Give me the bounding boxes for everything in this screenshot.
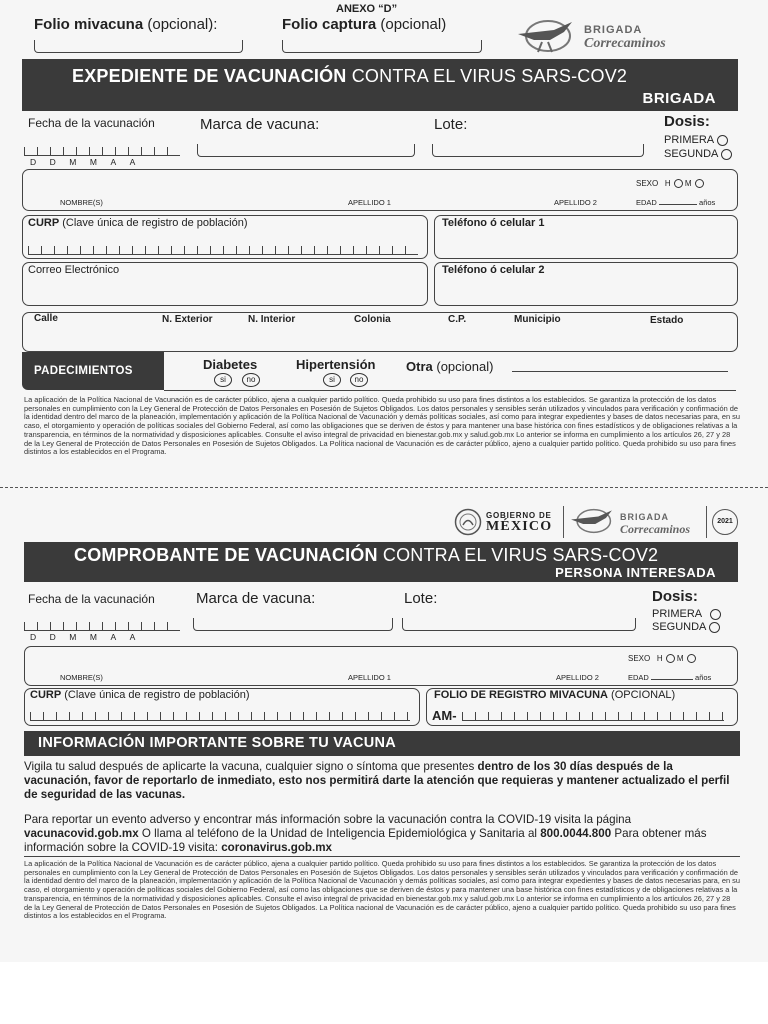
comprobante-banner <box>24 542 738 582</box>
dosis-segunda-option[interactable]: SEGUNDA <box>664 148 732 160</box>
vacunacovid-link[interactable]: vacunacovid.gob.mx <box>24 827 139 840</box>
am-prefix: AM- <box>432 708 457 723</box>
nombre-label-2: NOMBRE(S) <box>60 673 103 682</box>
expediente-banner <box>22 59 738 111</box>
nombre-label: NOMBRE(S) <box>60 198 103 207</box>
phone-number: 800.0044.800 <box>540 827 612 840</box>
lote-field[interactable] <box>432 144 644 157</box>
primera-radio-icon[interactable] <box>717 135 728 146</box>
dosis-primera-option-2[interactable]: PRIMERA <box>652 608 721 620</box>
diabetes-si-option[interactable]: si <box>214 373 232 387</box>
fecha-format: DDMMAA <box>30 157 149 167</box>
curp-field-2[interactable] <box>30 712 410 721</box>
marca-field-2[interactable] <box>193 618 393 631</box>
legal-text-expediente: La aplicación de la Política Nacional de Vacunación es de carácter público, ajena a cualquier partido político. Queda prohibido su uso para fines distintos a los establecidos. Se garantiza la protección de los datos personales en cumplimiento con la Ley General de Protección de Datos Personales en Posesión de Sujetos Obligados. Los datos personales y sensibles serán utilizados y vinculados para verificación y confirmación de la identidad dentro del marco de la planeación, implementación y aplicación de la Política Nacional de Vacunación y demás políticas sociales, así como para integrar expedientes y bases de datos necesarias para, en su caso, el otorgamiento y operación de políticas sociales del Gobierno Federal, así como las obligaciones que se deriven de éstos y para mantener una base histórica con fines estadísticos y de obligaciones relativas a la transparencia, en términos de la normatividad y disposiciones aplicables. Consulte el aviso integral de privacidad en bienestar.gob.mx y salud.gob.mx Lo anterior se informa en cumplimiento a los artículos 26, 27 y 28 de la Ley General de Protección de Datos Personales en Posesión de Sujetos Obligados. La Política nacional de Vacunación es de carácter público, ajeno a cualquier partido político. Queda prohibido su uso para fines distintos a los establecidos en el Programa. <box>24 395 740 457</box>
sexo-h-radio-icon[interactable] <box>674 179 683 188</box>
diabetes-no-option[interactable]: no <box>242 373 260 387</box>
sexo-label-2[interactable]: SEXO H M <box>628 654 696 663</box>
info-banner: INFORMACIÓN IMPORTANTE SOBRE TU VACUNA <box>24 731 740 756</box>
roadrunner-logo-icon <box>514 18 580 54</box>
sexo-h-radio-2-icon[interactable] <box>666 654 675 663</box>
folio-label: FOLIO DE REGISTRO MIVACUNA (OPCIONAL) <box>434 689 676 701</box>
marca-label-2: Marca de vacuna: <box>196 590 316 607</box>
apellido2-label-2: APELLIDO 2 <box>556 673 599 682</box>
tel2-label: Teléfono ó celular 2 <box>442 264 545 276</box>
n-interior-label: N. Interior <box>248 314 296 325</box>
fecha-field-2[interactable] <box>24 622 180 631</box>
dosis-label-2: Dosis: <box>652 588 698 605</box>
apellido1-label-2: APELLIDO 1 <box>348 673 391 682</box>
hipertension-label: Hipertensión <box>296 357 376 372</box>
folio-mivacuna-field[interactable] <box>34 40 243 53</box>
edad-label: EDAD años <box>636 198 716 207</box>
year-seal-icon: 2021 <box>712 509 738 535</box>
fecha-field[interactable] <box>24 147 180 156</box>
edad-label-2: EDAD años <box>628 673 712 682</box>
municipio-label: Municipio <box>514 314 561 325</box>
brand-bottom: Correcaminos <box>584 36 666 51</box>
gobierno-top: GOBIERNO DE <box>486 511 552 520</box>
curp-field[interactable] <box>28 246 418 255</box>
logo-divider-2 <box>706 506 707 538</box>
logo-divider <box>563 506 564 538</box>
legal-divider <box>24 856 740 857</box>
tel1-label: Teléfono ó celular 1 <box>442 217 545 229</box>
calle-label: Calle <box>34 313 58 324</box>
colonia-label: Colonia <box>354 314 391 325</box>
legal-text-comprobante: La aplicación de la Política Nacional de Vacunación es de carácter público, ajena a cualquier partido político. Queda prohibido su uso para fines distintos a los establecidos. Se garantiza la protección de los datos personales en cumplimiento con la Ley General de Protección de Datos Personales en Posesión de Sujetos Obligados. Los datos personales y sensibles serán utilizados y vinculados para verificación y confirmación de la identidad dentro del marco de la planeación, implementación y aplicación de la Política Nacional de Vacunación y demás políticas sociales, así como para integrar expedientes y bases de datos necesarias para, en su caso, el otorgamiento y operación de políticas sociales del Gobierno Federal, así como las obligaciones que se deriven de éstos y para mantener una base histórica con fines estadísticos y de obligaciones relativas a la transparencia, en términos de la normatividad y disposiciones aplicables. Consulte el aviso integral de privacidad en bienestar.gob.mx y salud.gob.mx Lo anterior se informa en cumplimiento a los artículos 26, 27 y 28 de la Ley General de Protección de Datos Personales en Posesión de Sujetos Obligados. La Política nacional de Vacunación es de carácter público, ajeno a cualquier partido político. Queda prohibido su uso para fines distintos a los establecidos en el Programa. <box>24 859 740 921</box>
estado-label: Estado <box>650 315 684 326</box>
brand-top-2: BRIGADA <box>620 512 669 522</box>
annex-label: ANEXO “D” <box>336 3 398 15</box>
sexo-label[interactable]: SEXO H M <box>636 179 704 188</box>
comprobante-subtitle: PERSONA INTERESADA <box>555 565 716 580</box>
n-exterior-label: N. Exterior <box>162 314 213 325</box>
primera-radio-2-icon[interactable] <box>710 609 721 620</box>
expediente-subtitle: BRIGADA <box>642 90 716 107</box>
sexo-m-radio-2-icon[interactable] <box>687 654 696 663</box>
expediente-title: EXPEDIENTE DE VACUNACIÓN CONTRA EL VIRUS SARS-COV2 <box>72 66 628 86</box>
lote-label-2: Lote: <box>404 590 438 607</box>
comprobante-title: COMPROBANTE DE VACUNACIÓN CONTRA EL VIRUS SARS-COV2 <box>74 545 659 565</box>
dosis-segunda-option-2[interactable]: SEGUNDA <box>652 621 720 633</box>
dosis-primera-option[interactable]: PRIMERA <box>664 134 728 146</box>
folio-captura-field[interactable] <box>282 40 482 53</box>
brand-bottom-2: Correcaminos <box>620 522 691 536</box>
hipertension-no-option[interactable]: no <box>350 373 368 387</box>
curp-label: CURP (Clave única de registro de población) <box>28 217 248 229</box>
cp-label: C.P. <box>448 314 467 325</box>
brand-top: BRIGADA <box>584 24 643 36</box>
gobierno-bottom: MÉXICO <box>486 519 553 534</box>
marca-label: Marca de vacuna: <box>200 116 320 133</box>
otra-label: Otra (opcional) <box>406 359 494 374</box>
apellido2-label: APELLIDO 2 <box>554 198 597 207</box>
folio-captura-label: Folio captura (opcional) <box>282 16 447 33</box>
roadrunner-logo-small-icon <box>568 505 618 537</box>
cut-line <box>0 487 768 488</box>
diabetes-label: Diabetes <box>203 357 258 372</box>
hipertension-si-option[interactable]: si <box>323 373 341 387</box>
padecimientos-banner: PADECIMIENTOS <box>22 352 164 390</box>
segunda-radio-icon[interactable] <box>721 149 732 160</box>
curp-label-2: CURP (Clave única de registro de población) <box>30 689 250 701</box>
otra-field[interactable] <box>512 371 728 372</box>
folio-mivacuna-label: Folio mivacuna (opcional): <box>34 16 218 33</box>
sexo-m-radio-icon[interactable] <box>695 179 704 188</box>
info-paragraph-2: Para reportar un evento adverso y encontrar más información sobre la vacunación contra la COVID-19 visita la página vacunacovid.gob.mx O llama al teléfono de la Unidad de Inteligencia Epidemiológica y Sanitaria al 800.0044.800 Para obtener más información sobre la COVID-19 visita: coronavirus.gob.mx <box>24 813 707 854</box>
lote-field-2[interactable] <box>402 618 636 631</box>
dosis-label: Dosis: <box>664 113 710 130</box>
apellido1-label: APELLIDO 1 <box>348 198 391 207</box>
segunda-radio-2-icon[interactable] <box>709 622 720 633</box>
marca-field[interactable] <box>197 144 415 157</box>
lote-label: Lote: <box>434 116 468 133</box>
fecha-label: Fecha de la vacunación <box>28 116 155 130</box>
padecimientos-bottom-line <box>164 390 736 391</box>
info-paragraph-1: Vigila tu salud después de aplicarte la vacuna, cualquier signo o síntoma que presentes dentro de los 30 días después de la vacunación, favor de reportarlo de inmediato, esto nos permitirá darte la atención que requieras y mantener actualizado el perfil de seguridad de las vacunas. <box>24 760 730 801</box>
fecha-label-2: Fecha de la vacunación <box>28 592 155 606</box>
gobierno-seal-icon <box>454 508 482 536</box>
correo-label: Correo Electrónico <box>28 264 120 276</box>
fecha-format-2: DDMMAA <box>30 632 149 642</box>
coronavirus-link[interactable]: coronavirus.gob.mx <box>221 841 332 854</box>
folio-field[interactable] <box>462 712 724 721</box>
